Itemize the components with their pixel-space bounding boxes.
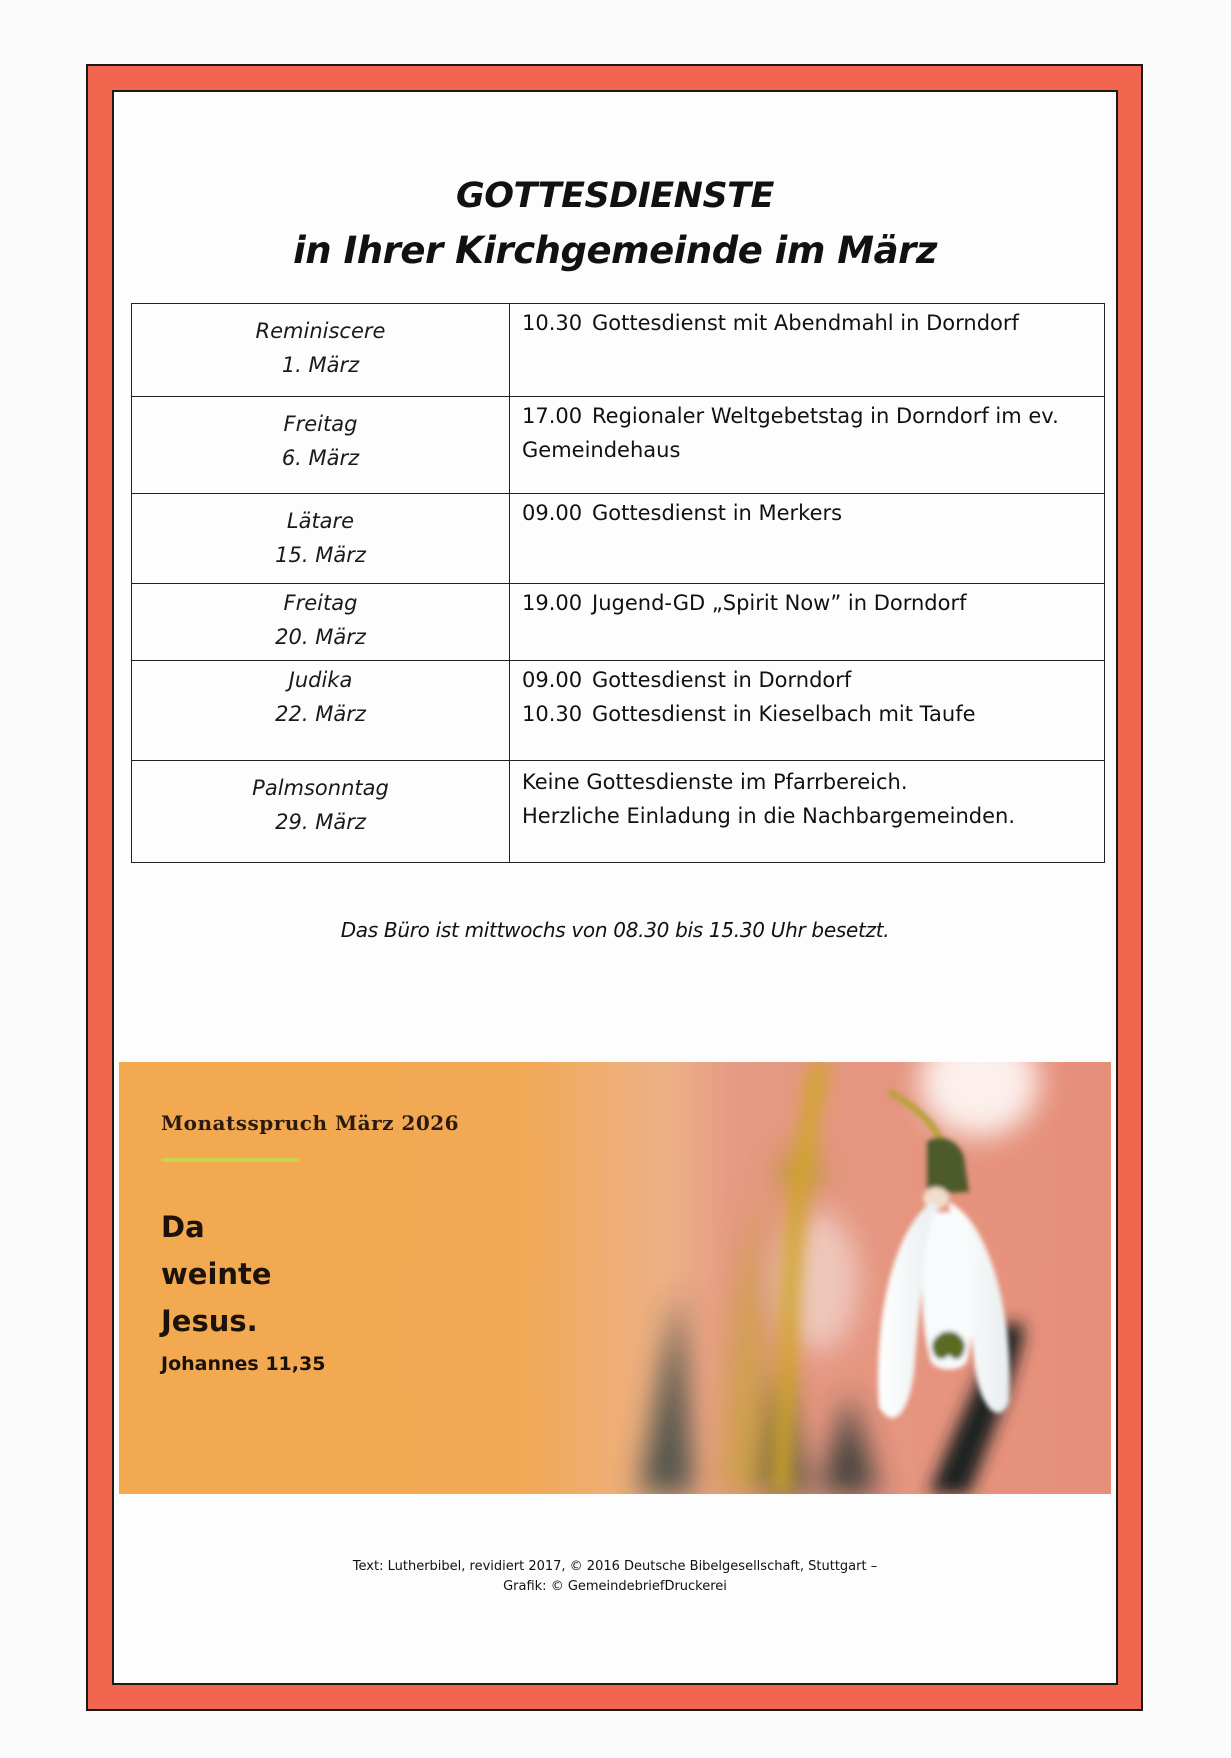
date: 20. März — [275, 625, 366, 649]
events-cell — [510, 584, 1105, 661]
events-cell — [510, 661, 1105, 761]
events-cell — [510, 304, 1105, 397]
table-row — [132, 584, 1105, 661]
day-cell — [132, 584, 510, 661]
events-cell — [510, 494, 1105, 584]
event-continuation: Gemeindehaus — [522, 438, 681, 462]
office-hours-note: Das Büro ist mittwochs von 08.30 bis 15.30 Uhr besetzt. — [340, 918, 890, 942]
liturgical-day: Judika — [288, 668, 353, 692]
verse-line: weinte — [161, 1257, 272, 1291]
date: 15. März — [275, 543, 366, 567]
event-line — [522, 586, 1104, 620]
credits-line: Grafik: © GemeindebriefDruckerei — [503, 1579, 727, 1594]
event-line — [522, 399, 1104, 433]
liturgical-day: Freitag — [283, 412, 358, 436]
verse-label: Monatsspruch März 2026 — [161, 1111, 460, 1135]
event-text: Gottesdienst in Dorndorf — [592, 668, 852, 692]
event-time: 10.30 — [522, 311, 583, 335]
event-line — [522, 496, 1104, 530]
table-row — [132, 494, 1105, 584]
note-line: Keine Gottesdienste im Pfarrbereich. — [522, 770, 908, 794]
liturgical-day: Palmsonntag — [252, 776, 389, 800]
events-cell — [510, 397, 1105, 494]
day-cell — [132, 494, 510, 584]
day-cell — [132, 761, 510, 863]
date: 29. März — [275, 810, 366, 834]
table-row — [132, 661, 1105, 761]
event-text: Regionaler Weltgebetstag in Dorndorf im ev. — [592, 404, 1059, 428]
event-time: 09.00 — [522, 668, 583, 692]
date: 1. März — [281, 353, 360, 377]
event-text: Gottesdienst in Merkers — [592, 501, 843, 525]
table-row — [132, 397, 1105, 494]
page-subtitle: in Ihrer Kirchgemeinde im März — [293, 229, 937, 272]
event-text: Jugend-GD „Spirit Now” in Dorndorf — [592, 591, 967, 615]
service-schedule-table — [131, 303, 1105, 863]
image-credits — [112, 1557, 1118, 1597]
monthly-verse-banner — [119, 1062, 1111, 1494]
accent-underline — [161, 1158, 299, 1162]
verse-line: Da — [161, 1210, 205, 1244]
verse-line: Jesus. — [161, 1304, 258, 1338]
event-text: Gottesdienst in Kieselbach mit Taufe — [592, 702, 976, 726]
verse-text — [161, 1204, 272, 1345]
table-row — [132, 761, 1105, 863]
note-line: Herzliche Einladung in die Nachbargemeinden. — [522, 804, 1016, 828]
day-cell — [132, 661, 510, 761]
day-cell — [132, 304, 510, 397]
liturgical-day: Lätare — [286, 509, 355, 533]
table-row — [132, 304, 1105, 397]
credits-line: Text: Lutherbibel, revidiert 2017, © 2016 Deutsche Bibelgesellschaft, Stuttgart – — [352, 1559, 878, 1574]
page-title: GOTTESDIENSTE — [456, 176, 774, 216]
event-time: 19.00 — [522, 591, 583, 615]
event-line — [522, 663, 1104, 697]
date: 6. März — [281, 446, 360, 470]
verse-reference: Johannes 11,35 — [161, 1353, 326, 1375]
liturgical-day: Reminiscere — [255, 319, 386, 343]
event-time: 17.00 — [522, 404, 583, 428]
date: 22. März — [275, 702, 366, 726]
liturgical-day: Freitag — [283, 591, 358, 615]
event-time: 09.00 — [522, 501, 583, 525]
event-line — [522, 306, 1104, 340]
event-time: 10.30 — [522, 702, 583, 726]
event-line — [522, 697, 1104, 731]
day-cell — [132, 397, 510, 494]
event-text: Gottesdienst mit Abendmahl in Dorndorf — [592, 311, 1019, 335]
events-cell — [510, 761, 1105, 863]
